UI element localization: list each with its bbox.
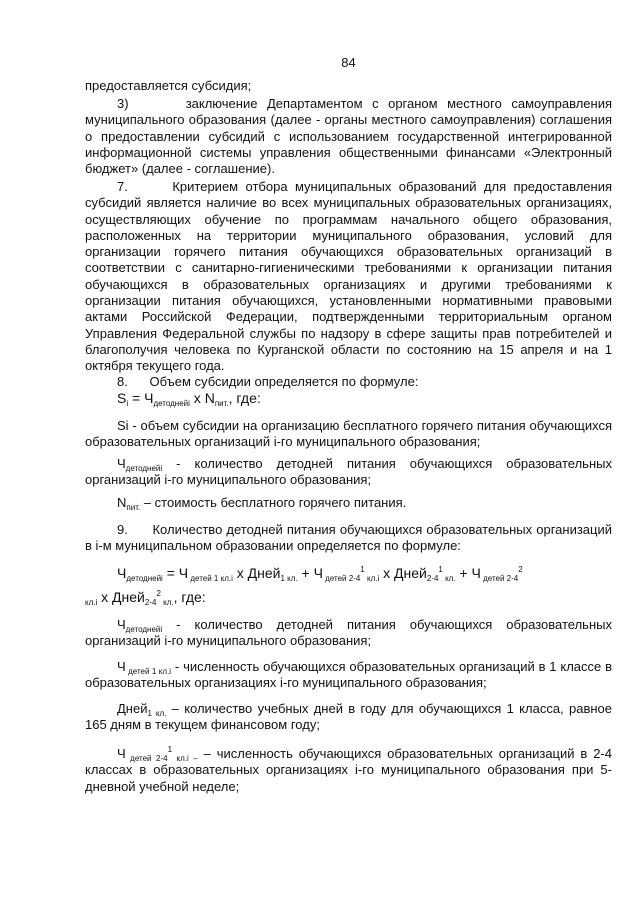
definition-deti-2-4kl: Ч $_{детей 2-4}^1$ $_{кл.i -}$ – численность обучающихся образовательных организаций в 2-4 классах в образовательных организациях i-го муниципального образования при 5-дневной учебной неделе;: [85, 745, 612, 794]
paragraph-subsidy: [85, 78, 612, 94]
formula-detodney-line2: $_{кл.i}$ x Дней$_{2-4}^2$ $_{кл.}$, где:: [85, 589, 206, 607]
paragraph-text: Критерием отбора муниципальных образований для предоставления субсидий является наличие во всех муниципальных образовательных организациях, осуществляющих обучение по программам начального общего образования, расположенных на территории муниципального образования, условий для организации горячего питания обучающихся образовательных организаций в соответствии с санитарно-гигиеническими требованиями к организации питания обучающихся в образовательных организациях и другими требованиями к организации питания обучающихся, установленными нормативными правовыми актами Российской Федерации, подтвержденными территориальным органом Управления Федеральной службы по надзору в сфере защиты прав потребителей и благополучия человека по Курганской области по состоянию на 15 апреля и на 1 октября текущего года.: [85, 179, 613, 374]
paragraph-text: заключение Департаментом с органом местного самоуправления муниципального образования (далее - органы местного самоуправления) соглашения о предоставлении субсидий с использованием государственной интегрированной информационной системы управления общественными финансами «Электронный бюджет» (далее - соглашение).: [85, 96, 613, 177]
definition-deti-1kl: Ч $_{детей 1 кл.i}$ - численность обучающихся образовательных организаций в 1 классе в образовательных организациях i-го муниципального образования;: [85, 659, 613, 691]
paragraph-text: - количество детодней питания обучающихся образовательных организаций i-го муниципального образования;: [85, 456, 612, 488]
paragraph-text: – численность обучающихся образовательных организаций в 2-4 классах в образовательных организациях i-го муниципального образования при 5-дневной учебной неделе;: [85, 746, 612, 794]
paragraph-text: – стоимость бесплатного горячего питания.: [143, 495, 407, 510]
paragraph-item-3: [85, 96, 612, 177]
item-number: 8.: [117, 374, 128, 389]
paragraph-item-9: [85, 522, 612, 555]
paragraph-text: предоставляется субсидия;: [85, 78, 252, 93]
paragraph-text: Объем субсидии определяется по формуле:: [149, 374, 419, 389]
definition-detodney-2: $Ч_{детоднейi}$ - количество детодней питания обучающихся образовательных организаций i-го муниципального образования;: [85, 617, 612, 649]
paragraph-text: - количество детодней питания обучающихся образовательных организаций i-го муниципального образования;: [85, 617, 612, 649]
item-number: 9.: [117, 522, 128, 537]
paragraph-item-7: [85, 179, 612, 375]
definition-npit: $N_{пит.}$ – стоимость бесплатного горячего питания.: [117, 495, 407, 512]
paragraph-text: – количество учебных дней в году для обучающихся 1 класса, равное 165 дням в текущем финансовом году;: [85, 701, 612, 733]
item-number: 7.: [117, 179, 128, 194]
definition-si: [85, 418, 612, 451]
paragraph-text: Si - объем субсидии на организацию бесплатного горячего питания обучающихся образовательных организаций i-го муниципального образования;: [85, 418, 612, 450]
formula-detodney: $Ч_{детоднейi} = Ч$ $_{детей 1 кл.i}$ x Дней$_{1 кл.}$ + Ч $_{детей 2-4}^1$ $_{кл.i}$ x Дней$_{2-4}^1$ $_{кл.}$ + Ч $_{детей 2-4}^2$: [117, 565, 523, 583]
definition-dney-1kl: Дней$_{1 кл.}$ – количество учебных дней в году для обучающихся 1 класса, равное 165 дням в текущем финансовом году;: [85, 701, 612, 733]
paragraph-text: Количество детодней питания обучающихся образовательных организаций в i-м муниципальном образовании определяется по формуле:: [85, 522, 612, 554]
page-number: 84: [341, 55, 356, 70]
formula-subsidy: $S_i = Ч_{детоднейi}$ x $N_{пит.}$, где:: [117, 390, 261, 408]
item-number: 3): [117, 96, 129, 111]
definition-detodney: $Ч_{детоднейi}$ - количество детодней питания обучающихся образовательных организаций i-го муниципального образования;: [85, 456, 612, 488]
paragraph-text: - численность обучающихся образовательных организаций в 1 классе в образовательных организациях i-го муниципального образования;: [85, 659, 613, 691]
paragraph-item-8: [85, 374, 612, 390]
